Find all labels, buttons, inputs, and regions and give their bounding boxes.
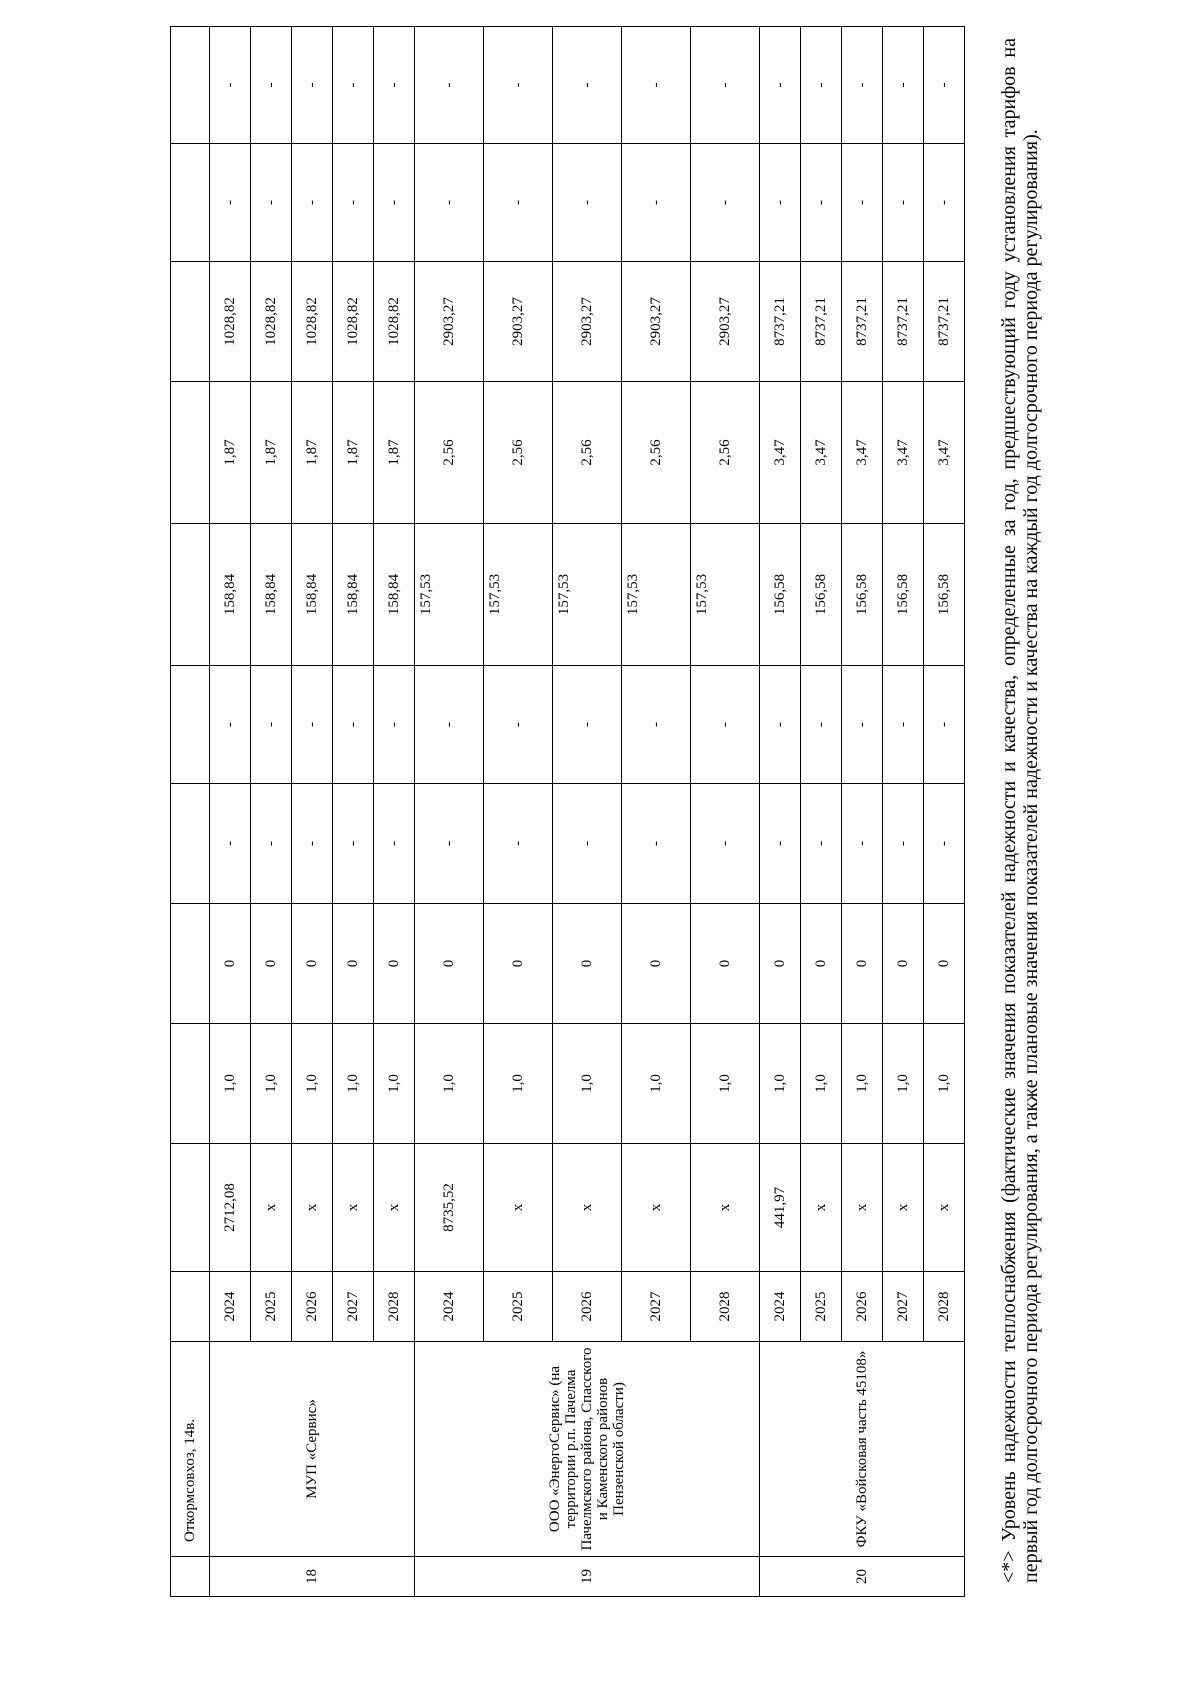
value-cell-7: 8737,21 [801,262,842,382]
value-cell-7: 1028,82 [292,262,333,382]
base-value-cell: х [292,1144,333,1272]
organization-cell: ФКУ «Войсковая часть 45108» [760,1342,965,1557]
value-cell-1: 1,0 [760,1024,801,1144]
value-cell-2: 0 [691,904,760,1024]
value-cell-9: - [553,27,622,144]
value-cell-3: - [210,784,251,904]
year-cell: 2028 [691,1272,760,1342]
value-cell-6: 3,47 [842,382,883,524]
base-value-cell: х [251,1144,292,1272]
year-cell: 2025 [801,1272,842,1342]
value-cell-2: 0 [622,904,691,1024]
value-cell-7: 8737,21 [842,262,883,382]
value-cell-7: 8737,21 [883,262,924,382]
empty-cell [171,1144,210,1272]
number-cell [171,1557,210,1597]
value-cell-8: - [801,144,842,262]
value-cell-1: 1,0 [553,1024,622,1144]
value-cell-8: - [760,144,801,262]
base-value-cell: х [801,1144,842,1272]
base-value-cell: х [842,1144,883,1272]
year-cell: 2026 [553,1272,622,1342]
value-cell-1: 1,0 [801,1024,842,1144]
base-value-cell: 2712,08 [210,1144,251,1272]
value-cell-8: - [210,144,251,262]
year-cell: 2028 [374,1272,415,1342]
value-cell-7: 2903,27 [484,262,553,382]
organization-cell: МУП «Сервис» [210,1342,415,1557]
value-cell-9: - [924,27,965,144]
value-cell-4: - [883,666,924,784]
value-cell-1: 1,0 [883,1024,924,1144]
empty-cell [171,784,210,904]
base-value-cell: х [484,1144,553,1272]
value-cell-7: 1028,82 [374,262,415,382]
value-cell-2: 0 [374,904,415,1024]
value-cell-6: 2,56 [484,382,553,524]
value-cell-4: - [691,666,760,784]
value-cell-5: 156,58 [924,524,965,666]
year-cell: 2025 [251,1272,292,1342]
value-cell-6: 2,56 [415,382,484,524]
value-cell-1: 1,0 [333,1024,374,1144]
value-cell-8: - [553,144,622,262]
value-cell-8: - [251,144,292,262]
value-cell-5: 158,84 [292,524,333,666]
value-cell-9: - [415,27,484,144]
value-cell-6: 1,87 [333,382,374,524]
value-cell-1: 1,0 [374,1024,415,1144]
value-cell-2: 0 [333,904,374,1024]
value-cell-5: 157,53 [622,524,691,666]
value-cell-8: - [333,144,374,262]
table-row [760,27,801,1597]
value-cell-7: 8737,21 [924,262,965,382]
value-cell-3: - [415,784,484,904]
year-cell: 2024 [760,1272,801,1342]
base-value-cell: х [691,1144,760,1272]
value-cell-7: 1028,82 [251,262,292,382]
base-value-cell: х [924,1144,965,1272]
value-cell-4: - [801,666,842,784]
value-cell-7: 2903,27 [622,262,691,382]
value-cell-3: - [924,784,965,904]
value-cell-3: - [883,784,924,904]
value-cell-3: - [691,784,760,904]
value-cell-3: - [801,784,842,904]
value-cell-3: - [553,784,622,904]
value-cell-1: 1,0 [842,1024,883,1144]
value-cell-6: 3,47 [760,382,801,524]
value-cell-2: 0 [210,904,251,1024]
value-cell-4: - [484,666,553,784]
value-cell-5: 158,84 [210,524,251,666]
value-cell-8: - [924,144,965,262]
year-cell: 2027 [333,1272,374,1342]
table-row [210,27,251,1597]
empty-cell [171,1024,210,1144]
base-value-cell: х [622,1144,691,1272]
value-cell-3: - [484,784,553,904]
value-cell-7: 1028,82 [333,262,374,382]
base-value-cell: 8735,52 [415,1144,484,1272]
value-cell-7: 2903,27 [553,262,622,382]
value-cell-9: - [484,27,553,144]
row-number-cell: 20 [760,1557,965,1597]
value-cell-9: - [801,27,842,144]
value-cell-6: 1,87 [251,382,292,524]
footnote [998,38,1042,1583]
value-cell-3: - [333,784,374,904]
value-cell-8: - [484,144,553,262]
value-cell-7: 1028,82 [210,262,251,382]
value-cell-9: - [622,27,691,144]
value-cell-8: - [622,144,691,262]
value-cell-2: 0 [883,904,924,1024]
base-value-cell: х [333,1144,374,1272]
value-cell-7: 2903,27 [691,262,760,382]
year-cell: 2026 [292,1272,333,1342]
value-cell-9: - [760,27,801,144]
value-cell-8: - [292,144,333,262]
value-cell-9: - [210,27,251,144]
value-cell-8: - [883,144,924,262]
tariff-reliability-table [170,26,965,1597]
year-cell: 2025 [484,1272,553,1342]
value-cell-8: - [691,144,760,262]
value-cell-8: - [842,144,883,262]
value-cell-6: 2,56 [553,382,622,524]
value-cell-4: - [622,666,691,784]
value-cell-1: 1,0 [622,1024,691,1144]
empty-cell [171,524,210,666]
value-cell-9: - [333,27,374,144]
value-cell-1: 1,0 [924,1024,965,1144]
row-number-cell: 18 [210,1557,415,1597]
table-row [415,27,484,1597]
value-cell-6: 2,56 [691,382,760,524]
value-cell-1: 1,0 [210,1024,251,1144]
value-cell-3: - [760,784,801,904]
value-cell-4: - [760,666,801,784]
value-cell-7: 2903,27 [415,262,484,382]
value-cell-6: 1,87 [374,382,415,524]
value-cell-6: 3,47 [924,382,965,524]
value-cell-7: 8737,21 [760,262,801,382]
value-cell-6: 1,87 [210,382,251,524]
year-cell: 2024 [415,1272,484,1342]
empty-cell [171,904,210,1024]
value-cell-9: - [842,27,883,144]
value-cell-3: - [251,784,292,904]
value-cell-4: - [374,666,415,784]
value-cell-2: 0 [760,904,801,1024]
row-number-cell: 19 [415,1557,760,1597]
value-cell-1: 1,0 [292,1024,333,1144]
value-cell-3: - [622,784,691,904]
value-cell-5: 158,84 [251,524,292,666]
year-cell: 2028 [924,1272,965,1342]
value-cell-9: - [374,27,415,144]
value-cell-1: 1,0 [484,1024,553,1144]
value-cell-3: - [292,784,333,904]
value-cell-5: 156,58 [883,524,924,666]
footnote-text: <*> Уровень надежности теплоснабжения (фактические значения показателей надежности и качества, определенные за год, предшествующий году установления тарифов на первый год долгосрочного периода регулирования, а также плановые значения показателей надежности и качества на каждый год долгосрочного периода регулирования). [998,38,1042,1583]
value-cell-4: - [292,666,333,784]
year-cell: 2027 [883,1272,924,1342]
value-cell-2: 0 [251,904,292,1024]
value-cell-5: 157,53 [415,524,484,666]
value-cell-2: 0 [553,904,622,1024]
value-cell-5: 157,53 [691,524,760,666]
value-cell-2: 0 [801,904,842,1024]
value-cell-9: - [251,27,292,144]
organization-cell: ООО «ЭнергоСервис» (на территории р.п. Пачелма Пачелмского района, Спасского и Каменского районов Пензенской области) [415,1342,760,1557]
year-cell: 2026 [842,1272,883,1342]
value-cell-4: - [251,666,292,784]
value-cell-4: - [333,666,374,784]
value-cell-6: 3,47 [801,382,842,524]
value-cell-5: 156,58 [801,524,842,666]
value-cell-4: - [924,666,965,784]
value-cell-5: 158,84 [333,524,374,666]
value-cell-1: 1,0 [415,1024,484,1144]
value-cell-4: - [553,666,622,784]
org-label-cell: Откормсовхоз, 14в. [171,1342,210,1557]
value-cell-5: 157,53 [484,524,553,666]
value-cell-1: 1,0 [251,1024,292,1144]
value-cell-4: - [842,666,883,784]
year-cell: 2027 [622,1272,691,1342]
value-cell-9: - [292,27,333,144]
value-cell-5: 156,58 [842,524,883,666]
empty-cell [171,382,210,524]
year-cell: 2024 [210,1272,251,1342]
empty-cell [171,666,210,784]
base-value-cell: х [883,1144,924,1272]
value-cell-5: 158,84 [374,524,415,666]
value-cell-6: 2,56 [622,382,691,524]
value-cell-8: - [415,144,484,262]
value-cell-4: - [415,666,484,784]
rotated-page [170,27,1075,1597]
table-row [171,27,210,1597]
value-cell-9: - [883,27,924,144]
value-cell-3: - [842,784,883,904]
empty-cell [171,1272,210,1342]
empty-cell [171,262,210,382]
empty-cell [171,144,210,262]
value-cell-4: - [210,666,251,784]
base-value-cell: х [553,1144,622,1272]
base-value-cell: 441,97 [760,1144,801,1272]
empty-cell [171,27,210,144]
value-cell-2: 0 [415,904,484,1024]
value-cell-9: - [691,27,760,144]
value-cell-3: - [374,784,415,904]
value-cell-8: - [374,144,415,262]
value-cell-2: 0 [292,904,333,1024]
value-cell-5: 157,53 [553,524,622,666]
value-cell-6: 1,87 [292,382,333,524]
value-cell-6: 3,47 [883,382,924,524]
value-cell-2: 0 [484,904,553,1024]
value-cell-2: 0 [924,904,965,1024]
base-value-cell: х [374,1144,415,1272]
value-cell-1: 1,0 [691,1024,760,1144]
value-cell-2: 0 [842,904,883,1024]
value-cell-5: 156,58 [760,524,801,666]
